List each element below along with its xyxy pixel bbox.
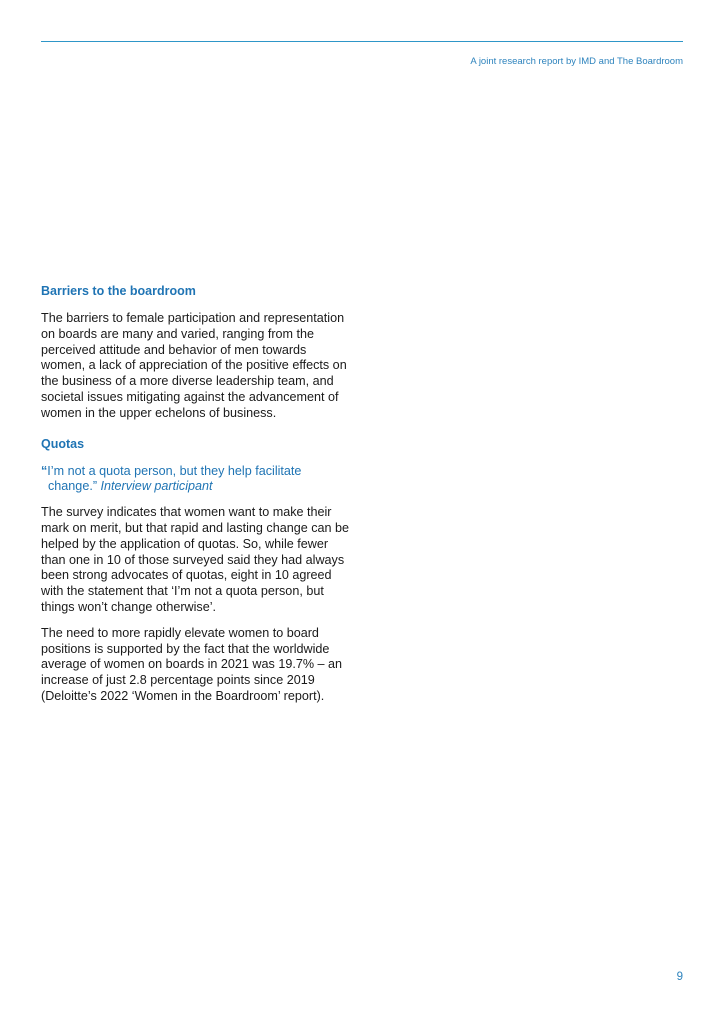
quotas-paragraph-1: The survey indicates that women want to make their mark on merit, but that rapid and lasting change can be helped by the application of quotas. So, while fewer than one in 10 of those surveyed said they had always been strong advocates of quotas, eight in 10 agreed with the statement that ‘I’m not a quota person, but things won’t change otherwise’. bbox=[41, 505, 350, 614]
quotas-heading: Quotas bbox=[41, 436, 85, 451]
header-divider bbox=[41, 41, 683, 42]
quotas-paragraph-2: The need to more rapidly elevate women to board positions is supported by the fact that the worldwide average of women on boards in 2021 was 19.7% – an increase of just 2.8 percentage points since 2019 (Deloitte’s 2022 ‘Women in the Boardroom’ report). bbox=[41, 625, 343, 703]
running-header: A joint research report by IMD and The Boardroom bbox=[470, 56, 683, 67]
pull-quote bbox=[41, 464, 351, 496]
barriers-heading: Barriers to the boardroom bbox=[41, 284, 196, 298]
quote-text: I’m not a quota person, but they help facilitate change.” bbox=[47, 463, 302, 494]
page-number: 9 bbox=[676, 971, 683, 983]
main-content bbox=[41, 283, 351, 715]
quote-attribution: Interview participant bbox=[100, 479, 213, 494]
quote-open-mark: “ bbox=[41, 463, 48, 478]
barriers-paragraph: The barriers to female participation and representation on boards are many and varied, ranging from the perceived attitude and behavior of men towards women, a lack of appreciation of the positive effects on the business of a more diverse leadership team, and societal issues mitigating against the advancement of women in the upper echelons of business. bbox=[41, 311, 347, 420]
